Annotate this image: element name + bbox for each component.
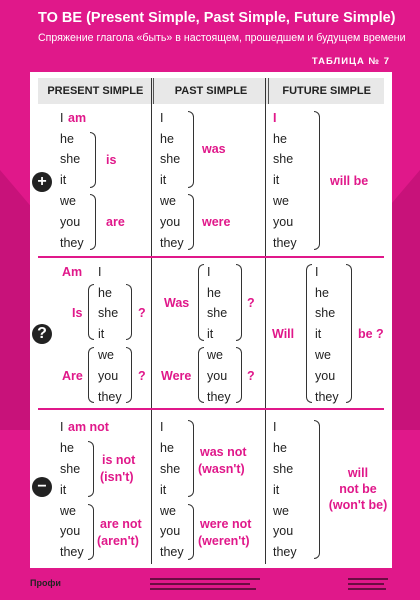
plus-icon: + bbox=[32, 172, 52, 192]
pronoun: they bbox=[60, 545, 84, 559]
verb-form: will be bbox=[330, 174, 369, 188]
pronoun: you bbox=[273, 215, 294, 229]
pronoun: it bbox=[160, 483, 167, 497]
pronoun: you bbox=[98, 369, 119, 383]
row-divider bbox=[38, 408, 384, 410]
pronoun: they bbox=[207, 390, 231, 404]
left-decor bbox=[0, 170, 34, 430]
verb-form: Was bbox=[164, 296, 190, 310]
pronoun: I bbox=[98, 265, 102, 279]
bracket bbox=[90, 132, 96, 188]
pronoun: I bbox=[160, 111, 164, 125]
pronoun: it bbox=[273, 173, 280, 187]
verb-form: are not bbox=[100, 517, 142, 531]
fine-print bbox=[150, 588, 256, 590]
pronoun: it bbox=[160, 173, 167, 187]
pronoun: we bbox=[60, 504, 76, 518]
fine-print bbox=[150, 583, 250, 585]
pronoun: we bbox=[273, 504, 289, 518]
pronoun: he bbox=[60, 132, 74, 146]
pronoun: she bbox=[60, 152, 81, 166]
fine-print bbox=[348, 578, 388, 580]
bracket bbox=[126, 347, 132, 403]
pronoun: I bbox=[273, 111, 277, 125]
question-mark: ? bbox=[138, 306, 146, 320]
pronoun: we bbox=[160, 194, 176, 208]
pronoun: we bbox=[207, 348, 223, 362]
pronoun: I bbox=[207, 265, 211, 279]
verb-form: Am bbox=[62, 265, 83, 279]
verb-form: (aren't) bbox=[97, 534, 139, 548]
pronoun: you bbox=[160, 524, 181, 538]
fine-print bbox=[150, 578, 260, 580]
bracket bbox=[188, 194, 194, 250]
pronoun: she bbox=[273, 462, 294, 476]
pronoun: he bbox=[207, 286, 221, 300]
pronoun: I bbox=[273, 420, 277, 434]
pronoun: you bbox=[60, 524, 81, 538]
verb-form: (weren't) bbox=[198, 534, 250, 548]
bracket bbox=[188, 111, 194, 188]
pronoun: we bbox=[160, 504, 176, 518]
pronoun: we bbox=[60, 194, 76, 208]
bracket bbox=[188, 420, 194, 497]
bracket bbox=[314, 111, 320, 250]
pronoun: she bbox=[160, 462, 181, 476]
page-title: TO BE (Present Simple, Past Simple, Future Simple) bbox=[38, 10, 396, 26]
verb-form: am not bbox=[68, 420, 109, 434]
bracket bbox=[88, 284, 94, 340]
table-header bbox=[38, 78, 384, 104]
footer bbox=[30, 574, 392, 594]
header-past: PAST SIMPLE bbox=[154, 78, 270, 104]
fine-print bbox=[348, 588, 386, 590]
verb-form: was bbox=[202, 142, 226, 156]
verb-form: are bbox=[106, 215, 125, 229]
publisher-logo: Профи bbox=[30, 578, 61, 588]
verb-form: is bbox=[106, 153, 117, 167]
bracket bbox=[306, 264, 312, 403]
pronoun: they bbox=[273, 236, 297, 250]
pronoun: they bbox=[160, 236, 184, 250]
pronoun: it bbox=[98, 327, 105, 341]
pronoun: they bbox=[160, 545, 184, 559]
column-divider bbox=[265, 78, 266, 564]
bracket bbox=[88, 504, 94, 560]
verb-form: will bbox=[347, 466, 369, 480]
bracket bbox=[90, 194, 96, 250]
pronoun: she bbox=[160, 152, 181, 166]
pronoun: you bbox=[315, 369, 336, 383]
pronoun: she bbox=[315, 306, 336, 320]
bracket bbox=[346, 264, 352, 403]
pronoun: she bbox=[207, 306, 228, 320]
pronoun: he bbox=[273, 441, 287, 455]
verb-form: (isn't) bbox=[100, 470, 134, 484]
pronoun: she bbox=[273, 152, 294, 166]
question-icon: ? bbox=[32, 324, 52, 344]
header-future: FUTURE SIMPLE bbox=[282, 85, 371, 97]
pronoun: you bbox=[60, 215, 81, 229]
pronoun: he bbox=[315, 286, 329, 300]
pronoun: you bbox=[207, 369, 228, 383]
pronoun: I bbox=[60, 420, 64, 434]
pronoun: it bbox=[273, 483, 280, 497]
verb-form: Is bbox=[72, 306, 83, 320]
fine-print bbox=[348, 583, 384, 585]
pronoun: it bbox=[60, 483, 67, 497]
question-mark: ? bbox=[138, 369, 146, 383]
pronoun: he bbox=[273, 132, 287, 146]
verb-form: Are bbox=[62, 369, 83, 383]
bracket bbox=[88, 347, 94, 403]
minus-icon: − bbox=[32, 477, 52, 497]
pronoun: you bbox=[273, 524, 294, 538]
verb-form: Were bbox=[161, 369, 192, 383]
pronoun: it bbox=[60, 173, 67, 187]
header-present: PRESENT SIMPLE bbox=[38, 78, 154, 104]
column-divider bbox=[151, 78, 152, 564]
pronoun: it bbox=[207, 327, 214, 341]
bracket bbox=[198, 264, 204, 341]
page-subtitle: Спряжение глагола «быть» в настоящем, прошедшем и будущем времени bbox=[38, 32, 406, 44]
bracket bbox=[126, 284, 132, 340]
bracket bbox=[198, 347, 204, 403]
verb-form: (won't be) bbox=[328, 498, 388, 512]
verb-form: am bbox=[68, 111, 87, 125]
conjugation-table bbox=[30, 72, 392, 568]
pronoun: we bbox=[98, 348, 114, 362]
verb-form: Will bbox=[272, 327, 295, 341]
bracket bbox=[88, 441, 94, 497]
verb-form: were not bbox=[200, 517, 252, 531]
pronoun: they bbox=[98, 390, 122, 404]
row-divider bbox=[38, 256, 384, 258]
pronoun: I bbox=[315, 265, 319, 279]
pronoun: he bbox=[160, 441, 174, 455]
pronoun: I bbox=[160, 420, 164, 434]
pronoun: we bbox=[315, 348, 331, 362]
question-mark: ? bbox=[247, 369, 255, 383]
pronoun: he bbox=[160, 132, 174, 146]
pronoun: he bbox=[98, 286, 112, 300]
verb-form: were bbox=[202, 215, 231, 229]
pronoun: you bbox=[160, 215, 181, 229]
verb-form: (wasn't) bbox=[198, 462, 245, 476]
pronoun: they bbox=[315, 390, 339, 404]
verb-form: be ? bbox=[358, 327, 384, 341]
bracket bbox=[314, 420, 320, 559]
pronoun: it bbox=[315, 327, 322, 341]
verb-form: not be bbox=[339, 482, 377, 496]
verb-form: was not bbox=[200, 445, 247, 459]
pronoun: they bbox=[273, 545, 297, 559]
table-number: ТАБЛИЦА № 7 bbox=[311, 56, 390, 67]
bracket bbox=[236, 264, 242, 341]
pronoun: she bbox=[60, 462, 81, 476]
pronoun: I bbox=[60, 111, 64, 125]
bracket bbox=[236, 347, 242, 403]
pronoun: he bbox=[60, 441, 74, 455]
bracket bbox=[188, 504, 194, 560]
pronoun: we bbox=[273, 194, 289, 208]
verb-form: is not bbox=[102, 453, 136, 467]
question-mark: ? bbox=[247, 296, 255, 310]
pronoun: they bbox=[60, 236, 84, 250]
pronoun: she bbox=[98, 306, 119, 320]
